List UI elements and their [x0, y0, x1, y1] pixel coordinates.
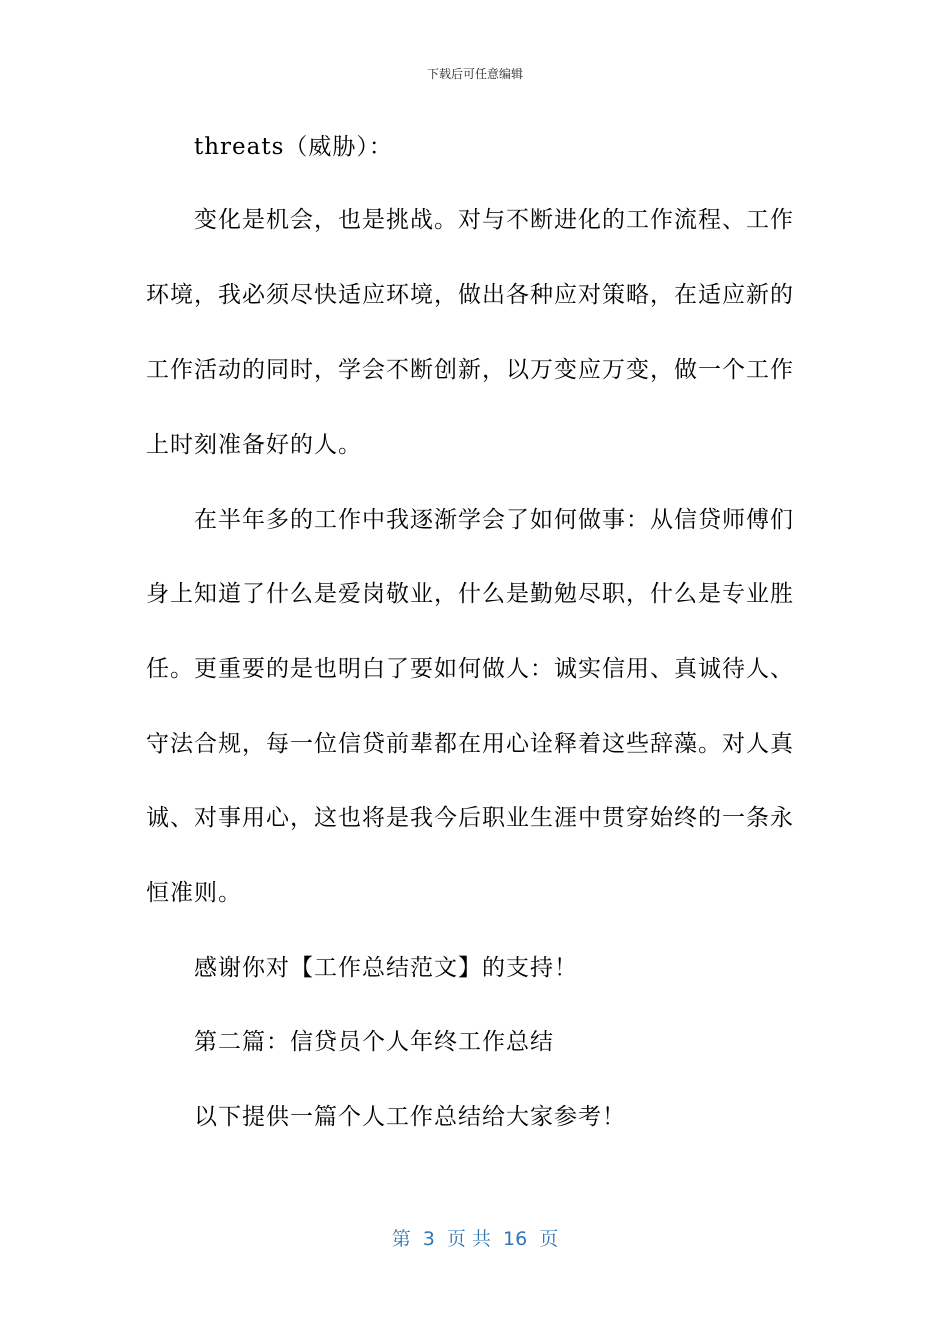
body-line: threats（威胁）： — [194, 134, 393, 160]
body-line: 恒准则。 — [146, 880, 242, 906]
body-line: 工作活动的同时，学会不断创新，以万变应万变，做一个工作 — [146, 357, 794, 383]
body-line: 感谢你对【工作总结范文】的支持！ — [194, 955, 578, 981]
body-line: 第二篇：信贷员个人年终工作总结 — [194, 1029, 554, 1055]
body-line: 任。更重要的是也明白了要如何做人：诚实信用、真诚待人、 — [146, 656, 794, 682]
body-line: 环境，我必须尽快适应环境，做出各种应对策略，在适应新的 — [146, 282, 794, 308]
body-line: 守法合规，每一位信贷前辈都在用心诠释着这些辞藻。对人真 — [146, 731, 794, 757]
page-number-footer: 第 3 页 共 16 页 — [391, 1228, 559, 1250]
body-line: 以下提供一篇个人工作总结给大家参考！ — [194, 1104, 626, 1130]
page-header: 下载后可任意编辑 — [426, 67, 523, 81]
body-line: 上时刻准备好的人。 — [146, 432, 362, 458]
body-line: 在半年多的工作中我逐渐学会了如何做事：从信贷师傅们 — [194, 507, 794, 533]
body-line: 变化是机会，也是挑战。对与不断进化的工作流程、工作 — [194, 207, 794, 233]
body-line: 诚、对事用心，这也将是我今后职业生涯中贯穿始终的一条永 — [146, 805, 794, 831]
body-line: 身上知道了什么是爱岗敬业，什么是勤勉尽职，什么是专业胜 — [146, 581, 794, 607]
